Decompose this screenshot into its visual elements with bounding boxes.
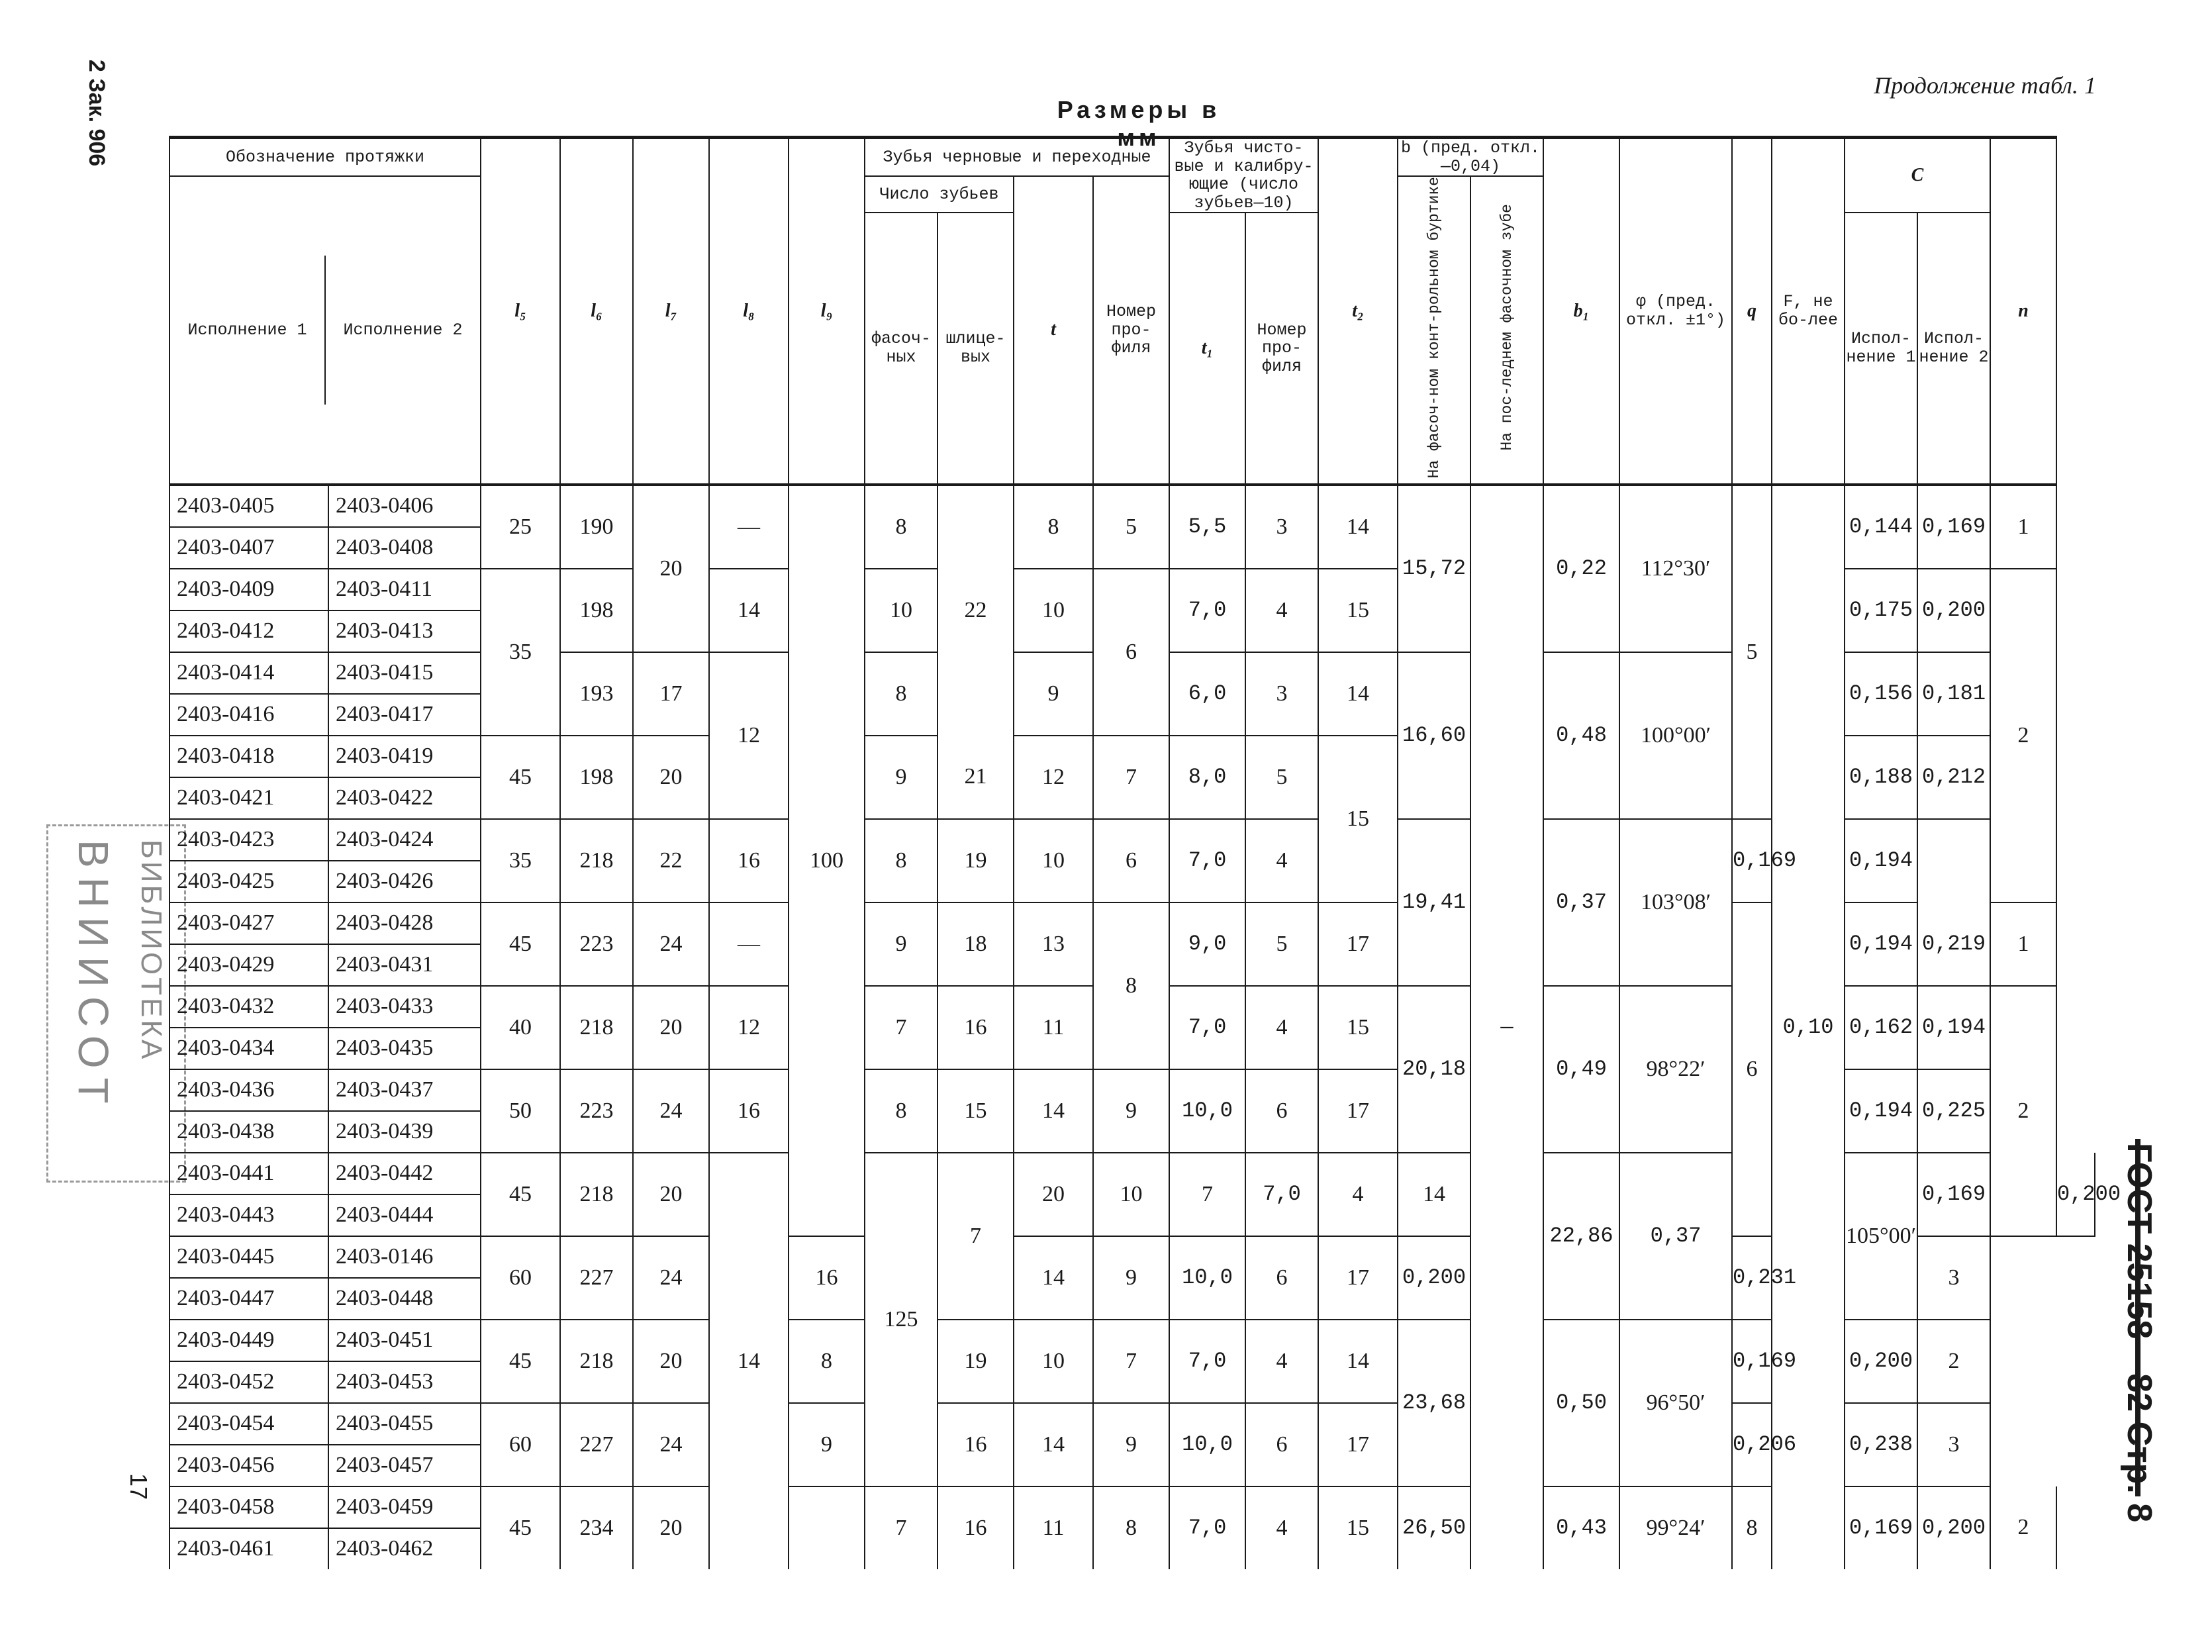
cell-n: 2 — [1917, 1320, 1990, 1403]
cell-b-last: — — [1470, 485, 1543, 1569]
header-c2: Испол-нение 2 — [1917, 213, 1990, 485]
cell-l9: 125 — [865, 1153, 938, 1486]
cell-l8: 14 — [709, 1153, 789, 1569]
cell-c2: 0,219 — [1917, 902, 1990, 986]
cell-b: 19,41 — [1398, 819, 1470, 986]
cell-l6: 223 — [560, 1069, 633, 1153]
cell-profile: 5 — [1093, 485, 1169, 569]
header-finish-teeth: Зубья чисто-вые и калибру-ющие (число зубьев—10) — [1169, 138, 1318, 213]
cell-b: 20,18 — [1398, 986, 1470, 1153]
cell-l5: 25 — [481, 485, 560, 569]
cell-e1: 2403-0445 — [169, 1236, 328, 1278]
cell-e2: 2403-0453 — [328, 1361, 481, 1403]
cell-e1: 2403-0412 — [169, 610, 328, 652]
cell-e1: 2403-0405 — [169, 485, 328, 527]
cell-l9 — [789, 1486, 865, 1569]
cell-t1: 7,0 — [1169, 1486, 1245, 1569]
cell-t: 10 — [1014, 819, 1093, 902]
cell-t: 14 — [1014, 1403, 1093, 1486]
cell-phi: 99°24′ — [1619, 1486, 1732, 1569]
cell-l8: 12 — [709, 986, 789, 1069]
cell-l7: 20 — [633, 1486, 709, 1569]
cell-e2: 2403-0426 — [328, 861, 481, 902]
cell-c1: 0,200 — [1398, 1236, 1470, 1320]
cell-e1: 2403-0416 — [169, 694, 328, 736]
cell-phi: 98°22′ — [1619, 986, 1732, 1153]
cell-n: 1 — [1990, 485, 2056, 569]
cell-l6: 190 — [560, 485, 633, 569]
cell-b1: 0,50 — [1543, 1320, 1619, 1486]
cell-e1: 2403-0438 — [169, 1111, 328, 1153]
cell-l7: 20 — [633, 736, 709, 819]
cell-c1: 0,206 — [1732, 1403, 1772, 1486]
cell-c1: 0,169 — [1917, 1153, 1990, 1236]
cell-n: 1 — [1990, 902, 2056, 986]
cell-e1: 2403-0441 — [169, 1153, 328, 1194]
header-b1: b₁ — [1543, 138, 1619, 485]
cell-profile2: 5 — [1245, 902, 1318, 986]
cell-l9: 100 — [789, 485, 865, 1236]
cell-spline: 21 — [938, 736, 1014, 819]
cell-t: 10 — [1014, 569, 1093, 652]
cell-c1: 0,169 — [1732, 819, 1772, 902]
header-b-sub1: На фасоч-ном конт-рольном буртике — [1425, 177, 1443, 479]
cell-profile2: 6 — [1245, 1069, 1318, 1153]
cell-b: 26,50 — [1398, 1486, 1470, 1569]
cell-t2: 15 — [1318, 736, 1398, 902]
cell-b: 16,60 — [1398, 652, 1470, 819]
cell-t1: 10,0 — [1169, 1236, 1245, 1320]
cell-chamfer: 9 — [865, 902, 938, 986]
cell-t: 8 — [1014, 485, 1093, 569]
cell-t: 13 — [1014, 902, 1093, 986]
cell-profile2: 4 — [1245, 569, 1318, 652]
header-l8: l₈ — [709, 138, 789, 485]
cell-e2: 2403-0146 — [328, 1236, 481, 1278]
cell-profile: 8 — [1093, 1486, 1169, 1569]
cell-t2: 14 — [1398, 1153, 1470, 1236]
cell-t: 14 — [1014, 1236, 1093, 1320]
cell-l6: 234 — [560, 1486, 633, 1569]
cell-l8: 16 — [709, 819, 789, 902]
header-designation: Обозначение протяжки — [169, 138, 481, 177]
cell-b: 22,86 — [1543, 1153, 1619, 1320]
cell-c2: 0,181 — [1917, 652, 1990, 736]
cell-n: 2 — [1990, 986, 2056, 1236]
cell-profile2: 4 — [1318, 1153, 1398, 1236]
cell-t: 11 — [1014, 986, 1093, 1069]
page-number-left: 17 — [125, 1473, 152, 1500]
cell-profile2: 6 — [1245, 1403, 1318, 1486]
cell-e2: 2403-0422 — [328, 777, 481, 819]
cell-t: 14 — [1014, 1069, 1093, 1153]
cell-spline: 16 — [938, 1403, 1014, 1486]
cell-e1: 2403-0452 — [169, 1361, 328, 1403]
cell-c2: 0,225 — [1917, 1069, 1990, 1153]
cell-profile2: 3 — [1245, 485, 1318, 569]
units-title: Размеры в мм — [1057, 96, 1221, 151]
cell-l7: 20 — [633, 1320, 709, 1403]
library-stamp — [46, 824, 186, 1183]
header-rough-teeth: Зубья черновые и переходные — [865, 138, 1169, 177]
cell-e2: 2403-0459 — [328, 1486, 481, 1528]
cell-c1: 0,156 — [1845, 652, 1917, 736]
cell-l7: 20 — [633, 986, 709, 1069]
cell-e2: 2403-0442 — [328, 1153, 481, 1194]
cell-spline: 15 — [938, 1069, 1014, 1153]
cell-chamfer: 9 — [865, 736, 938, 819]
cell-e1: 2403-0414 — [169, 652, 328, 694]
cell-t1: 10,0 — [1169, 1403, 1245, 1486]
cell-profile2: 3 — [1245, 652, 1318, 736]
cell-e1: 2403-0443 — [169, 1194, 328, 1236]
header-spline: шлице-вых — [938, 213, 1014, 485]
cell-l6: 218 — [560, 1320, 633, 1403]
cell-spline: 19 — [938, 1320, 1014, 1403]
cell-t: 10 — [1093, 1153, 1169, 1236]
cell-spline: 16 — [938, 1486, 1014, 1569]
cell-t1: 10,0 — [1169, 1069, 1245, 1153]
header-chamfer: фасоч-ных — [865, 213, 938, 485]
cell-l5: 60 — [481, 1403, 560, 1486]
cell-e2: 2403-0437 — [328, 1069, 481, 1111]
cell-e1: 2403-0456 — [169, 1445, 328, 1486]
cell-phi: 112°30′ — [1619, 485, 1732, 652]
cell-t1: 7,0 — [1169, 819, 1245, 902]
cell-e1: 2403-0447 — [169, 1278, 328, 1320]
cell-t2: 17 — [1318, 1069, 1398, 1153]
header-l5: l₅ — [481, 138, 560, 485]
cell-profile: 8 — [1093, 902, 1169, 1069]
cell-t2: 15 — [1318, 569, 1398, 652]
cell-t: 12 — [1014, 736, 1093, 819]
cell-l6: 227 — [560, 1403, 633, 1486]
cell-spline: 16 — [938, 986, 1014, 1069]
header-t1: t₁ — [1169, 213, 1245, 485]
header-t2: t₂ — [1318, 138, 1398, 485]
cell-profile2: 6 — [1245, 1236, 1318, 1320]
cell-c1: 0,175 — [1845, 569, 1917, 652]
cell-b: 23,68 — [1398, 1320, 1470, 1486]
cell-e2: 2403-0415 — [328, 652, 481, 694]
cell-l6: 198 — [560, 736, 633, 819]
cell-l5: 50 — [481, 1069, 560, 1153]
cell-F: 0,10 — [1772, 485, 1845, 1569]
cell-c2: 0,169 — [1917, 485, 1990, 569]
cell-n: 2 — [1990, 569, 2056, 902]
cell-e2: 2403-0408 — [328, 527, 481, 569]
header-teeth-count: Число зубьев — [865, 176, 1014, 213]
cell-e2: 2403-0424 — [328, 819, 481, 861]
cell-chamfer: 10 — [865, 569, 938, 652]
cell-phi: 96°50′ — [1619, 1320, 1732, 1486]
cell-e1: 2403-0409 — [169, 569, 328, 610]
header-l6: l₆ — [560, 138, 633, 485]
cell-l6: 227 — [560, 1236, 633, 1320]
cell-phi: 103°08′ — [1619, 819, 1732, 986]
cell-e2: 2403-0431 — [328, 944, 481, 986]
cell-b1: 0,37 — [1543, 819, 1619, 986]
cell-e1: 2403-0461 — [169, 1528, 328, 1569]
cell-c1: 0,144 — [1845, 485, 1917, 569]
cell-b1: 0,37 — [1619, 1153, 1732, 1320]
cell-e1: 2403-0423 — [169, 819, 328, 861]
cell-e2: 2403-0451 — [328, 1320, 481, 1361]
cell-e1: 2403-0427 — [169, 902, 328, 944]
header-l9: l₉ — [789, 138, 865, 485]
cell-profile: 6 — [1093, 569, 1169, 736]
cell-l7: 17 — [633, 652, 709, 736]
cell-n: 3 — [1917, 1236, 1990, 1320]
cell-profile: 9 — [1093, 1236, 1169, 1320]
header-exec1: Исполнение 1 — [170, 256, 325, 405]
cell-e2: 2403-0413 — [328, 610, 481, 652]
cell-e2: 2403-0439 — [328, 1111, 481, 1153]
cell-e1: 2403-0421 — [169, 777, 328, 819]
cell-t1: 7,0 — [1169, 1320, 1245, 1403]
cell-e2: 2403-0417 — [328, 694, 481, 736]
cell-l6: 198 — [560, 569, 633, 652]
header-l7: l₇ — [633, 138, 709, 485]
header-t: t — [1014, 176, 1093, 485]
cell-t1: 7,0 — [1169, 986, 1245, 1069]
cell-t1: 5,5 — [1169, 485, 1245, 569]
cell-l5: 45 — [481, 902, 560, 986]
cell-l8: — — [709, 902, 789, 986]
cell-l5: 45 — [481, 1153, 560, 1236]
cell-t2: 15 — [1318, 986, 1398, 1069]
cell-c2: 0,231 — [1732, 1236, 1772, 1320]
cell-t: 9 — [1014, 652, 1093, 736]
cell-t2: 17 — [1318, 1236, 1398, 1320]
cell-l7: 24 — [633, 1069, 709, 1153]
cell-c2: 0,194 — [1845, 819, 1917, 902]
cell-chamfer: 8 — [865, 652, 938, 736]
cell-e1: 2403-0434 — [169, 1028, 328, 1069]
cell-c1: 0,162 — [1845, 986, 1917, 1069]
cell-t2: 14 — [1318, 485, 1398, 569]
cell-l5: 35 — [481, 569, 560, 736]
stamp-line-1: БИБЛИОТЕКА — [135, 840, 168, 1062]
cell-b1: 0,49 — [1543, 986, 1619, 1153]
cell-l6: 218 — [560, 1153, 633, 1236]
cell-q: 6 — [1732, 902, 1772, 1236]
cell-profile2: 4 — [1245, 986, 1318, 1069]
cell-l6: 193 — [560, 652, 633, 736]
order-number: 2 Зак. 906 — [84, 60, 109, 167]
cell-e2: 2403-0448 — [328, 1278, 481, 1320]
cell-l5: 45 — [481, 736, 560, 819]
cell-c1: 0,194 — [1845, 1069, 1917, 1153]
cell-profile: 9 — [1093, 1069, 1169, 1153]
cell-c1: 0,188 — [1845, 736, 1917, 819]
header-F: F, не бо-лее — [1772, 138, 1845, 485]
cell-l6: 223 — [560, 902, 633, 986]
header-b-sub2: На пос-леднем фасочном зубе — [1498, 204, 1515, 452]
cell-e1: 2403-0436 — [169, 1069, 328, 1111]
cell-e1: 2403-0454 — [169, 1403, 328, 1445]
cell-t: 11 — [1014, 1486, 1093, 1569]
cell-l6: 218 — [560, 819, 633, 902]
cell-l7: 24 — [633, 902, 709, 986]
cell-chamfer: 8 — [789, 1320, 865, 1403]
cell-l7: 24 — [633, 1236, 709, 1320]
cell-e1: 2403-0432 — [169, 986, 328, 1028]
cell-n: 2 — [1990, 1486, 2056, 1569]
cell-e2: 2403-0411 — [328, 569, 481, 610]
cell-e1: 2403-0449 — [169, 1320, 328, 1361]
cell-l7: 20 — [633, 485, 709, 652]
cell-e2: 2403-0462 — [328, 1528, 481, 1569]
cell-b1: 0,48 — [1543, 652, 1619, 819]
cell-chamfer: 8 — [865, 485, 938, 569]
cell-q: 8 — [1732, 1486, 1772, 1569]
cell-l5: 60 — [481, 1236, 560, 1320]
cell-c1: 0,169 — [1845, 1486, 1917, 1569]
continuation-caption: Продолжение табл. 1 — [1874, 72, 2096, 99]
cell-e2: 2403-0457 — [328, 1445, 481, 1486]
cell-l7: 20 — [633, 1153, 709, 1236]
cell-e2: 2403-0435 — [328, 1028, 481, 1069]
cell-l5: 40 — [481, 986, 560, 1069]
cell-chamfer: 9 — [789, 1403, 865, 1486]
cell-chamfer: 8 — [865, 1069, 938, 1153]
cell-profile: 6 — [1093, 819, 1169, 902]
cell-e2: 2403-0455 — [328, 1403, 481, 1445]
cell-e1: 2403-0425 — [169, 861, 328, 902]
cell-profile2: 4 — [1245, 819, 1318, 902]
cell-l8: — — [709, 485, 789, 569]
cell-c2: 0,238 — [1845, 1403, 1917, 1486]
cell-c2: 0,200 — [1917, 1486, 1990, 1569]
cell-e2: 2403-0433 — [328, 986, 481, 1028]
cell-l8: 14 — [709, 569, 789, 652]
cell-b1: 0,43 — [1543, 1486, 1619, 1569]
cell-e2: 2403-0419 — [328, 736, 481, 777]
cell-l5: 45 — [481, 1320, 560, 1403]
stamp-line-2: ВНИИСОТ — [70, 840, 117, 1113]
cell-l6: 218 — [560, 986, 633, 1069]
header-profile-no: Номер про-филя — [1093, 176, 1169, 485]
cell-e2: 2403-0406 — [328, 485, 481, 527]
cell-chamfer: 7 — [865, 1486, 938, 1569]
cell-e2: 2403-0428 — [328, 902, 481, 944]
header-n: n — [1990, 138, 2056, 485]
cell-e1: 2403-0429 — [169, 944, 328, 986]
cell-profile2: 5 — [1245, 736, 1318, 819]
cell-t1: 9,0 — [1169, 902, 1245, 986]
cell-profile2: 4 — [1245, 1486, 1318, 1569]
cell-l5: 45 — [481, 1486, 560, 1569]
cell-spline: 16 — [789, 1236, 865, 1320]
cell-e1: 2403-0458 — [169, 1486, 328, 1528]
header-C: C — [1845, 138, 1990, 213]
cell-profile: 7 — [1093, 1320, 1169, 1403]
cell-e2: 2403-0444 — [328, 1194, 481, 1236]
cell-e1: 2403-0407 — [169, 527, 328, 569]
cell-c1: 0,194 — [1845, 902, 1917, 986]
cell-l7: 22 — [633, 819, 709, 902]
header-exec2: Исполнение 2 — [343, 320, 463, 340]
cell-e1: 2403-0418 — [169, 736, 328, 777]
cell-spline: 22 — [938, 485, 1014, 736]
cell-spline: 18 — [938, 902, 1014, 986]
cell-profile: 7 — [1093, 736, 1169, 819]
cell-c2: 0,200 — [1917, 569, 1990, 652]
cell-t1: 7,0 — [1245, 1153, 1318, 1236]
cell-phi: 100°00′ — [1619, 652, 1732, 819]
cell-profile: 9 — [1093, 1403, 1169, 1486]
cell-profile2: 4 — [1245, 1320, 1318, 1403]
cell-c2: 0,194 — [1917, 986, 1990, 1069]
gost-side-label: ГОСТ 25158—82 Стр. 8 — [2120, 1143, 2158, 1523]
cell-c2: 0,200 — [1845, 1320, 1917, 1403]
cell-c2: 0,212 — [1917, 736, 1990, 819]
cell-l8: 16 — [709, 1069, 789, 1153]
header-phi: φ (пред. откл. ±1°) — [1619, 138, 1732, 485]
cell-phi: 105°00′ — [1845, 1153, 1917, 1320]
broach-dimensions-table — [169, 136, 2121, 1569]
cell-t1: 6,0 — [1169, 652, 1245, 736]
header-c1: Испол-нение 1 — [1845, 213, 1917, 485]
cell-t2: 17 — [1318, 1403, 1398, 1486]
cell-t1: 8,0 — [1169, 736, 1245, 819]
cell-t2: 14 — [1318, 1320, 1398, 1403]
cell-t: 10 — [1014, 1320, 1093, 1403]
cell-chamfer: 7 — [865, 986, 938, 1069]
cell-n: 3 — [1917, 1403, 1990, 1486]
cell-t2: 17 — [1318, 902, 1398, 986]
cell-b: 15,72 — [1398, 485, 1470, 652]
cell-t1: 7,0 — [1169, 569, 1245, 652]
cell-t2: 15 — [1318, 1486, 1398, 1569]
cell-t2: 14 — [1318, 652, 1398, 736]
cell-c1: 0,169 — [1732, 1320, 1772, 1403]
cell-b1: 0,22 — [1543, 485, 1619, 652]
header-b: b (пред. откл. —0,04) — [1398, 138, 1543, 177]
cell-l8: 12 — [709, 652, 789, 819]
cell-spline: 20 — [1014, 1153, 1093, 1236]
header-q: q — [1732, 138, 1772, 485]
cell-spline: 19 — [938, 819, 1014, 902]
cell-chamfer: 8 — [865, 819, 938, 902]
cell-chamfer: 7 — [938, 1153, 1014, 1320]
header-profile-no2: Номер про-филя — [1245, 213, 1318, 485]
cell-profile: 7 — [1169, 1153, 1245, 1236]
cell-q: 5 — [1732, 485, 1772, 819]
cell-c2: 0,200 — [2056, 1153, 2095, 1236]
cell-l7: 24 — [633, 1403, 709, 1486]
cell-l5: 35 — [481, 819, 560, 902]
